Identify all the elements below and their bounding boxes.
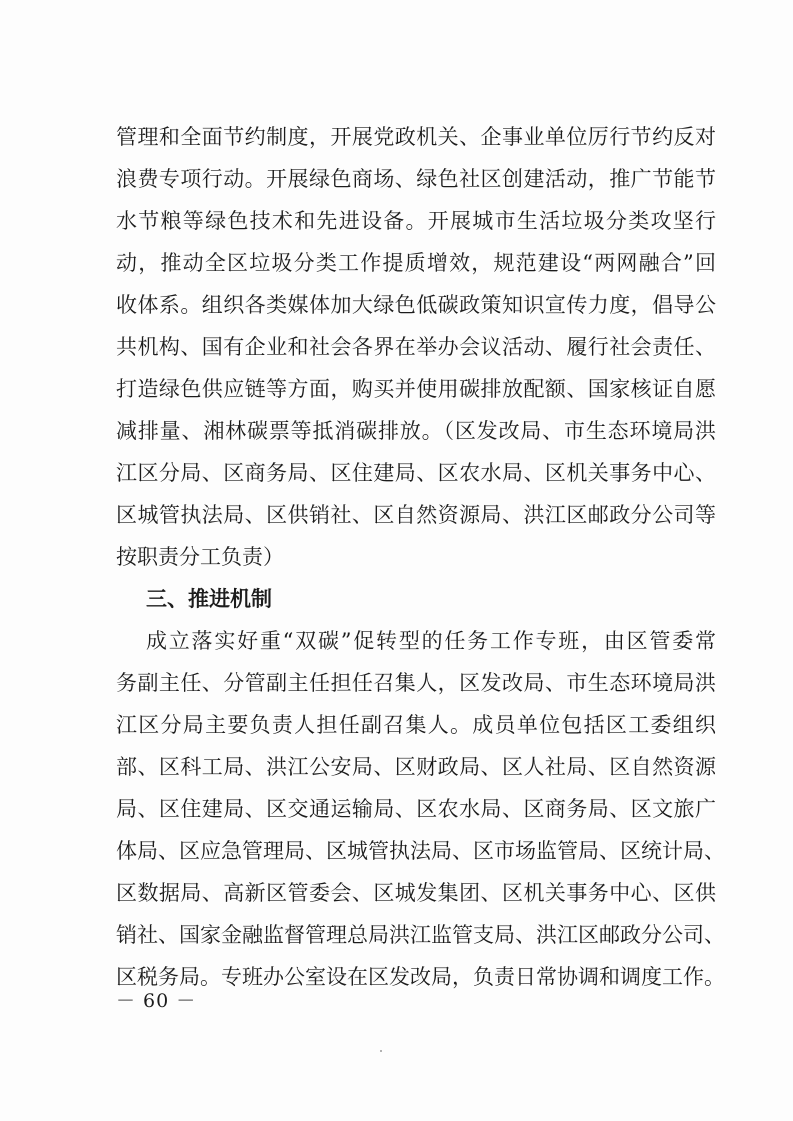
text-line: 水节粮等绿色技术和先进设备。开展城市生活垃圾分类攻坚行: [116, 209, 716, 233]
text-line: 按职责分工负责）: [116, 545, 284, 569]
text-line: 动，推动全区垃圾分类工作提质增效，规范建设“两网融合”回: [116, 251, 716, 275]
text-line: 部、区科工局、洪江公安局、区财政局、区人社局、区自然资源: [116, 755, 716, 779]
body-text: [116, 116, 725, 998]
text-line: 共机构、国有企业和社会各界在举办会议活动、履行社会责任、: [116, 335, 716, 359]
text-line: 成立落实好重“双碳”促转型的任务工作专班，由区管委常: [146, 629, 716, 653]
text-line: 管理和全面节约制度，开展党政机关、企事业单位厉行节约反对: [116, 125, 716, 149]
text-line: 区税务局。专班办公室设在区发改局，负责日常协调和调度工作。: [116, 965, 725, 989]
text-line: 区数据局、高新区管委会、区城发集团、区机关事务中心、区供: [116, 881, 716, 905]
text-line: 江区分局、区商务局、区住建局、区农水局、区机关事务中心、: [116, 461, 716, 485]
text-line: 收体系。组织各类媒体加大绿色低碳政策知识宣传力度，倡导公: [116, 293, 716, 317]
page-number: － 60 －: [116, 990, 197, 1012]
text-line: 体局、区应急管理局、区城管执法局、区市场监管局、区统计局、: [116, 839, 725, 863]
text-line: 销社、国家金融监督管理总局洪江监管支局、洪江区邮政分公司、: [116, 923, 725, 947]
text-line: 区城管执法局、区供销社、区自然资源局、洪江区邮政分公司等: [116, 503, 716, 527]
scan-speck: [380, 1050, 382, 1052]
text-line: 务副主任、分管副主任担任召集人，区发改局、市生态环境局洪: [116, 671, 716, 695]
text-line: 江区分局主要负责人担任副召集人。成员单位包括区工委组织: [116, 713, 716, 737]
text-line: 局、区住建局、区交通运输局、区农水局、区商务局、区文旅广: [116, 797, 716, 821]
section-heading: 三、推进机制: [146, 586, 272, 611]
text-line: 浪费专项行动。开展绿色商场、绿色社区创建活动，推广节能节: [116, 167, 716, 191]
text-line: 打造绿色供应链等方面，购买并使用碳排放配额、国家核证自愿: [116, 377, 716, 401]
text-line: 减排量、湘林碳票等抵消碳排放。（区发改局、市生态环境局洪: [116, 419, 716, 443]
